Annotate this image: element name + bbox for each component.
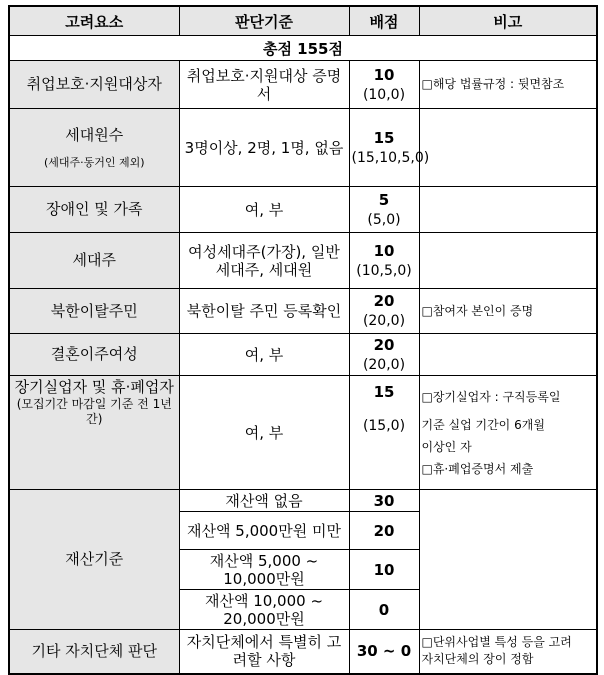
scoring-table [8,5,598,675]
total-row [9,36,597,61]
factor-cell: 세대주 [9,233,179,289]
note-line: 이상인 자 [421,439,472,454]
table-row [9,233,597,289]
criteria-cell: 취업보호·지원대상 증명서 [179,61,349,109]
note-cell: □해당 법률규정 : 뒷면참조 [419,61,597,109]
score-value: 30 [373,491,395,510]
score-cell [349,590,419,630]
table-row [9,109,597,187]
note-cell: □참여자 본인이 증명 [419,289,597,334]
score-value: 20 [373,335,395,354]
header-factor: 고려요소 [9,6,179,36]
score-value: 10 [373,65,395,84]
table-row [9,289,597,334]
factor-cell: 기타 자치단체 판단 [9,630,179,674]
header-row [9,6,597,36]
note-cell [419,376,597,490]
criteria-cell: 3명이상, 2명, 1명, 없음 [179,109,349,187]
note-line: 자치단체의 장이 정함 [421,652,534,667]
score-cell [349,334,419,376]
score-cell [349,233,419,289]
note-cell [419,187,597,233]
factor-cell: 북한이탈주민 [9,289,179,334]
table-row [9,376,597,490]
total-score: 총점 155점 [9,36,597,61]
score-detail: (10,0) [362,86,406,103]
score-cell [349,109,430,187]
criteria-cell: 여성세대주(가장), 일반세대주, 세대원 [179,233,349,289]
table-row [9,334,597,376]
factor-cell [9,109,179,187]
score-value: 15 [373,383,395,401]
score-value: 20 [373,292,395,310]
note-line: □단위사업별 특성 등을 고려 [421,635,572,650]
note-cell [419,490,597,630]
criteria-cell: 재산액 10,000 ~ 20,000만원 [179,590,349,630]
criteria-cell: 재산액 5,000 ~ 10,000만원 [179,550,349,590]
note-cell [419,233,597,289]
note-line: □장기실업자 : 구직등록일 [421,389,561,404]
score-cell [349,61,419,109]
factor-label: 장기실업자 및 휴·폐업자 [14,378,174,396]
note-cell [419,334,597,376]
factor-cell: 장애인 및 가족 [9,187,179,233]
score-value: 0 [378,600,390,619]
score-detail: (15,10,5,0) [351,149,430,166]
score-value: 30 ~ 0 [356,642,412,661]
criteria-cell: 재산액 5,000만원 미만 [179,512,349,550]
score-cell [349,289,419,334]
note-cell [419,630,597,674]
factor-cell: 재산기준 [9,490,179,630]
factor-cell: 결혼이주여성 [9,334,179,376]
score-cell [349,630,419,674]
factor-sublabel: (세대주·동거인 제외) [43,155,145,169]
score-value: 15 [373,128,395,147]
criteria-cell: 여, 부 [179,376,349,490]
score-detail: (20,0) [362,313,406,329]
table-row [9,490,597,512]
score-value: 5 [378,190,390,209]
note-line: □휴·폐업증명서 제출 [421,461,534,476]
score-detail: (20,0) [362,356,406,373]
table-row [9,187,597,233]
score-value: 10 [373,560,395,579]
criteria-cell: 자치단체에서 특별히 고려할 사항 [179,630,349,674]
score-detail: (5,0) [367,211,401,228]
header-criteria: 판단기준 [179,6,349,36]
header-note: 비고 [419,6,597,36]
score-value: 10 [373,241,395,260]
factor-cell [9,376,179,490]
factor-cell: 취업보호·지원대상자 [9,61,179,109]
score-cell [349,187,419,233]
score-cell [349,550,419,590]
table-row [9,630,597,674]
note-line: 기준 실업 기간이 6개월 [421,417,545,432]
score-cell [349,376,419,490]
score-detail: (15,0) [362,418,406,434]
score-detail: (10,5,0) [356,262,412,279]
score-cell [349,512,419,550]
table-row [9,61,597,109]
criteria-cell: 여, 부 [179,334,349,376]
score-cell [349,490,419,512]
score-value: 20 [373,521,395,540]
criteria-cell: 재산액 없음 [179,490,349,512]
criteria-cell: 여, 부 [179,187,349,233]
note-cell [419,109,597,187]
factor-label: 세대원수 [65,125,124,144]
criteria-cell: 북한이탈 주민 등록확인 [179,289,349,334]
header-score: 배점 [349,6,419,36]
factor-sublabel: (모집기간 마감일 기준 전 1년간) [16,397,172,426]
